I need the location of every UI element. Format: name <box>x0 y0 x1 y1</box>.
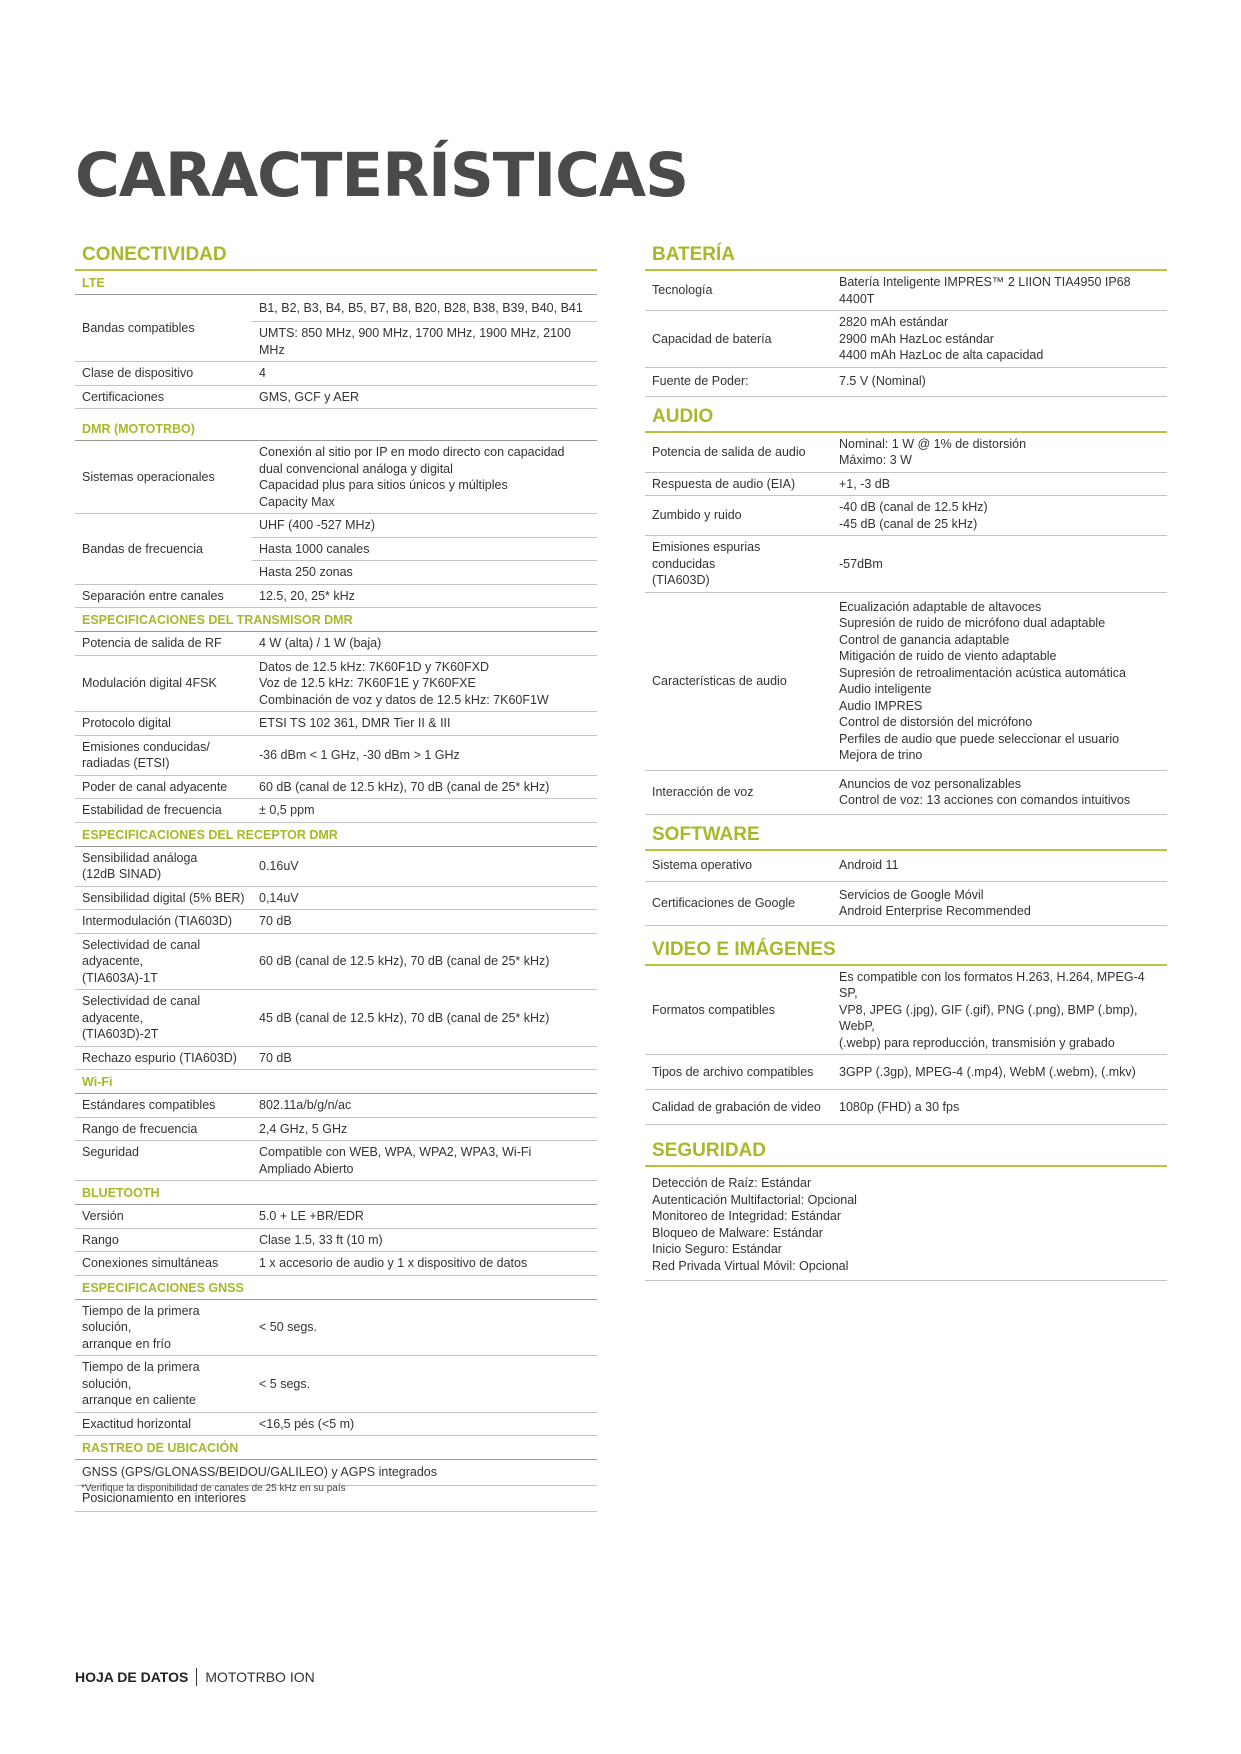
table-row <box>75 1460 597 1486</box>
spec-label: Sistemas operacionales <box>75 441 252 514</box>
spec-value: -57dBm <box>832 536 1167 593</box>
spec-value: 1080p (FHD) a 30 fps <box>832 1090 1167 1125</box>
value-line: Control de voz: 13 acciones con comandos intuitivos <box>839 793 1131 807</box>
table-row <box>75 1117 597 1141</box>
table-row <box>75 886 597 910</box>
table-row <box>645 1055 1167 1090</box>
spec-value: <16,5 pés (<5 m) <box>252 1412 597 1436</box>
spec-value: 0,14uV <box>252 886 597 910</box>
subsection-title-gnss: ESPECIFICACIONES GNSS <box>75 1276 597 1300</box>
value-line: Ecualización adaptable de altavoces <box>839 599 1042 614</box>
spec-value: < 50 segs. <box>252 1300 597 1356</box>
rx-table <box>75 847 597 1071</box>
value-line: Audio IMPRES <box>839 698 923 713</box>
spec-value: UHF (400 -527 MHz) <box>252 514 597 538</box>
table-row <box>75 1356 597 1413</box>
spec-label: Rechazo espurio (TIA603D) <box>75 1046 252 1070</box>
spec-value: B1, B2, B3, B4, B5, B7, B8, B20, B28, B38, B39, B40, B41 <box>252 295 597 322</box>
spec-label: Protocolo digital <box>75 712 252 736</box>
value-line: Audio inteligente <box>839 682 932 696</box>
spec-label <box>75 1300 252 1356</box>
spec-label: Estándares compatibles <box>75 1094 252 1117</box>
lte-table <box>75 295 597 409</box>
left-column <box>75 243 597 1512</box>
spec-label: Tecnología <box>645 271 832 311</box>
spec-label: Certificaciones <box>75 385 252 409</box>
spec-label: Estabilidad de frecuencia <box>75 799 252 823</box>
table-row <box>645 966 1167 1055</box>
value-line: -40 dB (canal de 12.5 kHz) <box>839 500 988 514</box>
table-row <box>75 584 597 608</box>
spec-value: 5.0 + LE +BR/EDR <box>252 1205 597 1228</box>
security-list <box>645 1167 1167 1281</box>
table-row <box>75 632 597 655</box>
spec-label <box>75 735 252 775</box>
table-row <box>75 712 597 736</box>
spec-label: Tipos de archivo compatibles <box>645 1055 832 1090</box>
label-line: Tiempo de la primera solución, <box>82 1303 200 1334</box>
spec-value: Batería Inteligente IMPRES™ 2 LIION TIA4950 IP68 4400T <box>832 271 1167 311</box>
spec-value <box>832 311 1167 368</box>
value-line: Perfiles de audio que puede seleccionar el usuario <box>839 731 1120 746</box>
list-item: Inicio Seguro: Estándar <box>652 1242 782 1256</box>
spec-label: Zumbido y ruido <box>645 496 832 536</box>
right-column <box>645 243 1167 1281</box>
label-line: arranque en frío <box>82 1336 171 1351</box>
spec-value <box>252 1141 597 1181</box>
spec-value: -36 dBm < 1 GHz, -30 dBm > 1 GHz <box>252 735 597 775</box>
value-line: Supresión de ruido de micrófono dual adaptable <box>839 616 1106 630</box>
spec-value: < 5 segs. <box>252 1356 597 1413</box>
value-line: Capacidad plus para sitios únicos y múltiples <box>259 478 508 492</box>
section-title-conectividad: CONECTIVIDAD <box>75 243 597 271</box>
spec-label: Sistema operativo <box>645 851 832 882</box>
value-line: dual convencional análoga y digital <box>259 461 453 476</box>
spec-value: 12.5, 20, 25* kHz <box>252 584 597 608</box>
spec-label: Bandas compatibles <box>75 295 252 362</box>
value-line: Máximo: 3 W <box>839 453 912 467</box>
spec-value <box>832 433 1167 473</box>
spec-label: Respuesta de audio (EIA) <box>645 472 832 496</box>
section-title-audio: AUDIO <box>645 405 1167 433</box>
spec-value: ETSI TS 102 361, DMR Tier II & III <box>252 712 597 736</box>
table-row <box>645 851 1167 882</box>
footer-doc-type: HOJA DE DATOS <box>75 1669 189 1685</box>
spec-label: Clase de dispositivo <box>75 362 252 386</box>
spec-label: Versión <box>75 1205 252 1228</box>
table-row <box>75 1094 597 1117</box>
spec-value: +1, -3 dB <box>832 472 1167 496</box>
table-row <box>75 362 597 386</box>
spec-value: GMS, GCF y AER <box>252 385 597 409</box>
gnss-table <box>75 1300 597 1437</box>
spec-value: 4 W (alta) / 1 W (baja) <box>252 632 597 655</box>
spec-label: Formatos compatibles <box>645 966 832 1055</box>
spec-label: Conexiones simultáneas <box>75 1252 252 1276</box>
label-line: radiadas (ETSI) <box>82 756 170 770</box>
table-row <box>75 385 597 409</box>
footer-product-name: MOTOTRBO ION <box>205 1669 315 1685</box>
value-line: Capacity Max <box>259 494 335 509</box>
list-item: Detección de Raíz: Estándar <box>652 1176 812 1190</box>
wifi-table <box>75 1094 597 1181</box>
table-row <box>645 881 1167 925</box>
spec-label: Interacción de voz <box>645 770 832 814</box>
label-line: Emisiones conducidas/ <box>82 739 210 754</box>
spec-value: Android 11 <box>832 851 1167 882</box>
value-line: Android Enterprise Recommended <box>839 904 1031 918</box>
spec-label: Rango de frecuencia <box>75 1117 252 1141</box>
table-row <box>75 441 597 514</box>
list-item: Autenticación Multifactorial: Opcional <box>652 1192 857 1207</box>
video-table <box>645 966 1167 1126</box>
spec-value: 45 dB (canal de 12.5 kHz), 70 dB (canal de 25* kHz) <box>252 990 597 1047</box>
label-line: (12dB SINAD) <box>82 867 162 881</box>
value-line: -45 dB (canal de 25 kHz) <box>839 516 978 531</box>
spec-value <box>832 592 1167 770</box>
value-line: Mitigación de ruido de viento adaptable <box>839 649 1057 663</box>
page-title: CARACTERÍSTICAS <box>75 140 689 211</box>
spec-label: Características de audio <box>645 592 832 770</box>
spec-label <box>645 536 832 593</box>
section-title-software: SOFTWARE <box>645 823 1167 851</box>
table-row <box>645 496 1167 536</box>
value-line: (.webp) para reproducción, transmisión y grabado <box>839 1035 1115 1050</box>
table-row <box>645 311 1167 368</box>
value-line: Anuncios de voz personalizables <box>839 776 1022 791</box>
software-table <box>645 851 1167 926</box>
spec-value: 802.11a/b/g/n/ac <box>252 1094 597 1117</box>
table-row <box>645 367 1167 396</box>
spec-label: Capacidad de batería <box>645 311 832 368</box>
spec-label: Rango <box>75 1228 252 1252</box>
spec-value <box>252 441 597 514</box>
label-line: arranque en caliente <box>82 1393 196 1407</box>
label-line: (TIA603D) <box>652 573 710 587</box>
section-title-bateria: BATERÍA <box>645 243 1167 271</box>
table-row <box>645 271 1167 311</box>
spec-label: Exactitud horizontal <box>75 1412 252 1436</box>
label-line: Sensibilidad análoga <box>82 850 198 865</box>
spec-value: ± 0,5 ppm <box>252 799 597 823</box>
table-row <box>75 1205 597 1228</box>
label-line: Tiempo de la primera solución, <box>82 1360 200 1391</box>
spec-value: 60 dB (canal de 12.5 kHz), 70 dB (canal de 25* kHz) <box>252 933 597 990</box>
spec-label: Sensibilidad digital (5% BER) <box>75 886 252 910</box>
subsection-title-bluetooth: BLUETOOTH <box>75 1181 597 1205</box>
table-row <box>645 536 1167 593</box>
label-line: Selectividad de canal adyacente, <box>82 994 201 1025</box>
table-row <box>75 799 597 823</box>
section-title-seguridad: SEGURIDAD <box>645 1139 1167 1167</box>
spec-value: 2,4 GHz, 5 GHz <box>252 1117 597 1141</box>
table-row <box>645 770 1167 814</box>
spec-value <box>832 881 1167 925</box>
spec-value: Posicionamiento en interiores <box>75 1486 597 1512</box>
spec-value: 60 dB (canal de 12.5 kHz), 70 dB (canal de 25* kHz) <box>252 775 597 799</box>
spec-label <box>75 1356 252 1413</box>
subsection-title-dmr: DMR (MOTOTRBO) <box>75 417 597 441</box>
dmr-table <box>75 441 597 608</box>
spec-label: Potencia de salida de RF <box>75 632 252 655</box>
footer <box>75 1668 315 1686</box>
table-row <box>75 847 597 887</box>
spec-value <box>832 496 1167 536</box>
value-line: Datos de 12.5 kHz: 7K60F1D y 7K60FXD <box>259 659 489 674</box>
subsection-title-rastreo: RASTREO DE UBICACIÓN <box>75 1436 597 1460</box>
bateria-table <box>645 271 1167 397</box>
subsection-title-lte: LTE <box>75 271 597 295</box>
value-line: 2900 mAh HazLoc estándar <box>839 331 994 346</box>
spec-value: 70 dB <box>252 910 597 934</box>
value-line: Supresión de retroalimentación acústica automática <box>839 665 1126 680</box>
value-line: Mejora de trino <box>839 748 923 762</box>
value-line: VP8, JPEG (.jpg), GIF (.gif), PNG (.png), BMP (.bmp), WebP, <box>839 1002 1138 1033</box>
table-row <box>75 655 597 712</box>
spec-label <box>75 847 252 887</box>
spec-value: 70 dB <box>252 1046 597 1070</box>
value-line: Ampliado Abierto <box>259 1161 354 1176</box>
subsection-title-wifi: Wi-Fi <box>75 1070 597 1094</box>
value-line: Voz de 12.5 kHz: 7K60F1E y 7K60FXE <box>259 676 476 690</box>
spec-label: Poder de canal adyacente <box>75 775 252 799</box>
subsection-title-transmisor: ESPECIFICACIONES DEL TRANSMISOR DMR <box>75 608 597 632</box>
audio-table <box>645 433 1167 815</box>
footer-divider <box>196 1668 197 1686</box>
label-line: (TIA603D)-2T <box>82 1027 159 1041</box>
spec-value: Clase 1.5, 33 ft (10 m) <box>252 1228 597 1252</box>
table-row <box>75 775 597 799</box>
table-row <box>645 433 1167 473</box>
value-line: 4400 mAh HazLoc de alta capacidad <box>839 348 1044 362</box>
tx-table <box>75 632 597 823</box>
subsection-title-receptor: ESPECIFICACIONES DEL RECEPTOR DMR <box>75 823 597 847</box>
spec-label: Separación entre canales <box>75 584 252 608</box>
table-row <box>75 1300 597 1356</box>
table-row <box>645 592 1167 770</box>
spec-value: 7.5 V (Nominal) <box>832 367 1167 396</box>
spec-label: Fuente de Poder: <box>645 367 832 396</box>
table-row <box>75 1412 597 1436</box>
spec-label <box>75 990 252 1047</box>
table-row <box>645 472 1167 496</box>
list-item: Red Privada Virtual Móvil: Opcional <box>652 1258 849 1273</box>
value-line: Es compatible con los formatos H.263, H.264, MPEG-4 SP, <box>839 969 1145 1000</box>
bluetooth-table <box>75 1205 597 1276</box>
table-row <box>75 990 597 1047</box>
value-line: Control de distorsión del micrófono <box>839 715 1033 729</box>
list-item: Bloqueo de Malware: Estándar <box>652 1225 823 1240</box>
spec-label: Calidad de grabación de video <box>645 1090 832 1125</box>
spec-value: 1 x accesorio de audio y 1 x dispositivo de datos <box>252 1252 597 1276</box>
spec-label: Intermodulación (TIA603D) <box>75 910 252 934</box>
table-row <box>75 933 597 990</box>
value-line: Combinación de voz y datos de 12.5 kHz: 7K60F1W <box>259 692 549 707</box>
spec-label <box>75 933 252 990</box>
spec-label: Seguridad <box>75 1141 252 1181</box>
spec-value: Hasta 250 zonas <box>252 561 597 585</box>
value-line: 2820 mAh estándar <box>839 315 949 329</box>
spec-label: Potencia de salida de audio <box>645 433 832 473</box>
table-row <box>75 295 597 322</box>
table-row <box>645 1090 1167 1125</box>
table-row <box>75 1046 597 1070</box>
table-row <box>75 735 597 775</box>
table-row <box>75 1141 597 1181</box>
spec-label: Bandas de frecuencia <box>75 514 252 585</box>
table-row <box>75 910 597 934</box>
section-title-video: VIDEO E IMÁGENES <box>645 938 1167 966</box>
spec-value: 3GPP (.3gp), MPEG-4 (.mp4), WebM (.webm), (.mkv) <box>832 1055 1167 1090</box>
table-row <box>75 1252 597 1276</box>
value-line: Conexión al sitio por IP en modo directo con capacidad <box>259 445 565 459</box>
value-line: Compatible con WEB, WPA, WPA2, WPA3, Wi-Fi <box>259 1145 532 1159</box>
spec-value: Hasta 1000 canales <box>252 537 597 561</box>
spec-value <box>252 655 597 712</box>
value-line: Nominal: 1 W @ 1% de distorsión <box>839 436 1027 451</box>
list-item: Monitoreo de Integridad: Estándar <box>652 1209 842 1223</box>
spec-value <box>832 770 1167 814</box>
label-line: Emisiones espurias conducidas <box>652 540 761 571</box>
table-row <box>75 514 597 538</box>
table-row <box>75 1228 597 1252</box>
spec-label: Certificaciones de Google <box>645 881 832 925</box>
label-line: Selectividad de canal adyacente, <box>82 937 201 968</box>
spec-value <box>832 966 1167 1055</box>
spec-value: 0.16uV <box>252 847 597 887</box>
spec-value: UMTS: 850 MHz, 900 MHz, 1700 MHz, 1900 MHz, 2100 MHz <box>252 322 597 362</box>
spec-value: GNSS (GPS/GLONASS/BEIDOU/GALILEO) y AGPS integrados <box>75 1460 597 1486</box>
value-line: Control de ganancia adaptable <box>839 632 1010 647</box>
spec-label: Modulación digital 4FSK <box>75 655 252 712</box>
value-line: Servicios de Google Móvil <box>839 887 984 902</box>
footnote: *Verifique la disponibilidad de canales de 25 kHz en su país <box>81 1483 346 1494</box>
spec-value: 4 <box>252 362 597 386</box>
label-line: (TIA603A)-1T <box>82 970 158 985</box>
